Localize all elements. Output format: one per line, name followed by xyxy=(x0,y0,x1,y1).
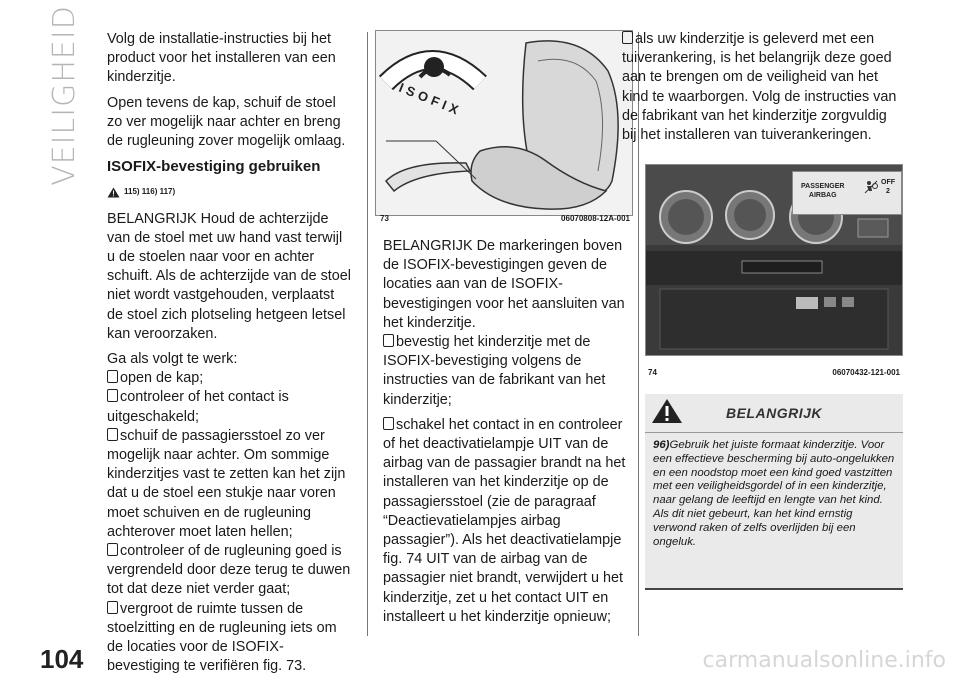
bullet-icon xyxy=(622,31,633,44)
paragraph: Open tevens de kap, schuif de stoel zo ver mogelijk naar achter en breng de rugleuning zover mogelijk omlaag. xyxy=(107,94,346,150)
page-number: 104 xyxy=(40,644,84,674)
section-title: VEILIGHEID xyxy=(46,4,82,186)
warning-references: 115) 116) 117) xyxy=(107,182,352,201)
warning-text: 96)Gebruik het juiste formaat kinderzitje. Voor een effectieve bescherming bij auto-ongelukken en een noodstop moet een kind goed vastzitten met een veiligheidsgordel of in een kinderzitje, naar gelang de leeftijd en lengte van het kind. Als dit niet gebeurt, kan het kind ernstig verwond raken of zelfs overlijden bij een ongeluk. xyxy=(645,432,903,549)
paragraph: BELANGRIJK Houd de achterzijde van de stoel met uw hand vast terwijl u de stoelen naar voor en achter schuift. Als de achterzijde van de stoel niet wordt vastgehouden, verplaatst de stoel zich plotseling hetgeen letsel kan veroorzaken. xyxy=(107,210,351,342)
list-item: schuif de passagiersstoel zo ver mogelijk naar achter. Om sommige kinderzitjes vast te zetten kan het zijn dat u de stoel een stukje naar voren moet schuiven en de rugleuning achterover moet laten hellen; xyxy=(107,427,346,540)
section-heading: ISOFIX-bevestiging gebruiken xyxy=(107,158,321,176)
column-3 xyxy=(622,30,898,151)
watermark: carmanualsonline.info xyxy=(702,648,946,673)
warning-box xyxy=(645,394,903,590)
warning-header xyxy=(645,394,903,432)
bullet-icon xyxy=(383,417,394,430)
list-item: als uw kinderzitje is geleverd met een tuiverankering, is het belangrijk deze goed aan te brengen om de veiligheid van het kind te waarborgen. Volg de instructies van de fabrikant van het kinderzitje zorgvuldig bij het installeren van tuiverankeringen. xyxy=(622,31,897,144)
seat-illustration xyxy=(376,31,632,215)
list-item: controleer of de rugleuning goed is vergrendeld door deze terug te duwen tot dat deze niet verder gaat; xyxy=(107,543,351,598)
bullet-icon xyxy=(107,601,118,614)
list-item: bevestig het kinderzitje met de ISOFIX-bevestiging volgens de instructies van de fabrikant van het kinderzitje; xyxy=(383,334,606,408)
airbag-person-icon xyxy=(864,180,878,194)
column-2 xyxy=(383,237,631,633)
list-item: vergroot de ruimte tussen de stoelzitting en de rugleuning iets om de locaties voor de ISOFIX-bevestiging te verifiëren fig. 73. xyxy=(107,600,337,675)
list-item: controleer of het contact is uitgeschakeld; xyxy=(107,389,289,425)
airbag-callout: PASSENGER AIRBAG OFF 2 xyxy=(792,171,902,215)
bullet-icon xyxy=(107,428,118,441)
figure-caption: 73 06070808-12A-001 xyxy=(380,214,630,223)
warning-triangle-icon xyxy=(107,187,120,198)
bullet-icon xyxy=(107,370,118,383)
figure-caption: 74 06070432-121-001 xyxy=(648,368,900,377)
warning-title: BELANGRIJK xyxy=(725,405,822,421)
column-1 xyxy=(107,30,352,677)
figure-isofix-seat xyxy=(375,30,633,216)
list-item: schakel het contact in en controleer of het deactivatielampje UIT van de airbag van de passagier brandt na het installeren van het kinderzitje op de passagiersstoel (zie de paragraaf “Deactievatielampjes airbag passagier”). Als het deactivatielampje fig. 74 UIT van de airbag van de passagier niet brandt, verwijdert u het kinderzitje, zet u het contact UIT en installeert u het kinderzitje opnieuw; xyxy=(383,416,626,625)
column-divider xyxy=(367,32,368,636)
paragraph: Volg de installatie-instructies bij het product voor het installeren van een kinderzitje. xyxy=(107,31,336,86)
isofix-label: ISOFIX xyxy=(396,79,465,119)
bullet-icon xyxy=(107,389,118,402)
figure-airbag-indicator xyxy=(645,164,903,356)
list-item: open de kap; xyxy=(107,369,352,388)
paragraph: Ga als volgt te werk: xyxy=(107,351,238,368)
warning-triangle-icon xyxy=(651,398,683,424)
paragraph: BELANGRIJK De markeringen boven de ISOFIX-bevestigingen geven de locaties aan van de ISOFIX-bevestigingen voor het aansluiten van het kinderzitje. xyxy=(383,238,625,331)
bullet-icon xyxy=(107,543,118,556)
bullet-icon xyxy=(383,334,394,347)
